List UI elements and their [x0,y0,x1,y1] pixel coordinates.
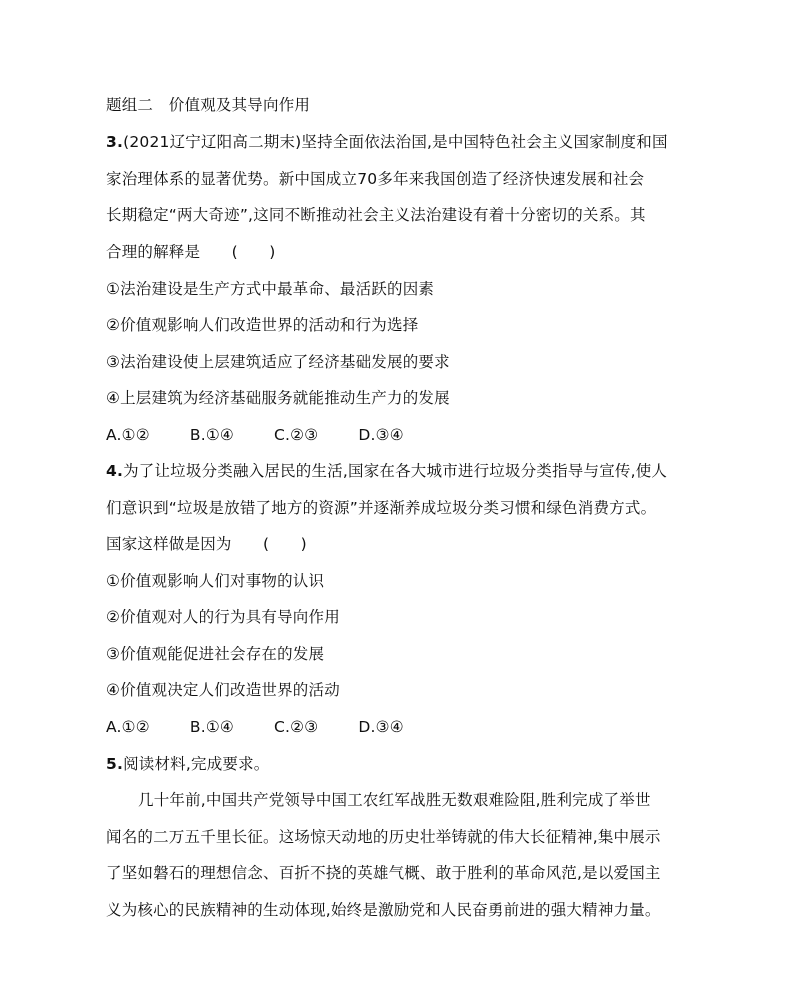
q3-option-a[interactable]: A.①② [106,426,150,444]
q5-para-line-2: 闻名的二万五千里长征。这场惊天动地的历史壮举铸就的伟大长征精神,集中展示 [106,828,661,846]
q4-number: 4. [106,462,124,480]
q4-item-1: ①价值观影响人们对事物的认识 [106,572,325,590]
q5-para-line-4: 义为核心的民族精神的生动体现,始终是激励党和人民奋勇前进的强大精神力量。 [106,901,661,919]
q3-number: 3. [106,133,124,151]
q4-option-c[interactable]: C.②③ [274,718,319,736]
q4-line-1 [106,461,667,481]
q3-text-1: (2021辽宁辽阳高二期末)坚持全面依法治国,是中国特色社会主义国家制度和国 [123,133,668,151]
q3-line-3: 长期稳定“两大奇迹”,这同不断推动社会主义法治建设有着十分密切的关系。其 [106,206,646,224]
q3-item-1: ①法治建设是生产方式中最革命、最活跃的因素 [106,280,435,298]
q3-option-c[interactable]: C.②③ [274,426,319,444]
q4-option-d[interactable]: D.③④ [358,718,404,736]
q4-item-3: ③价值观能促进社会存在的发展 [106,645,325,663]
q4-item-4: ④价值观决定人们改造世界的活动 [106,681,340,699]
q3-option-b[interactable]: B.①④ [189,426,235,444]
q4-options [106,717,404,737]
q3-option-d[interactable]: D.③④ [358,426,404,444]
q3-line-1 [106,132,668,152]
q5-para-line-3: 了坚如磐石的理想信念、百折不挠的英雄气概、敢于胜利的革命风范,是以爱国主 [106,864,661,882]
q5-line-1 [106,754,270,774]
q3-line-2: 家治理体系的显著优势。新中国成立70多年来我国创造了经济快速发展和社会 [106,170,645,188]
q3-item-4: ④上层建筑为经济基础服务就能推动生产力的发展 [106,389,450,407]
q3-options [106,425,404,445]
section-title: 题组二 价值观及其导向作用 [106,96,311,114]
q3-item-3: ③法治建设使上层建筑适应了经济基础发展的要求 [106,353,450,371]
q5-number: 5. [106,755,124,773]
q3-item-2: ②价值观影响人们改造世界的活动和行为选择 [106,316,419,334]
q4-option-a[interactable]: A.①② [106,718,150,736]
q3-line-4: 合理的解释是 ( ) [106,243,276,261]
q4-line-3: 国家这样做是因为 ( ) [106,535,307,553]
q4-option-b[interactable]: B.①④ [189,718,235,736]
q4-item-2: ②价值观对人的行为具有导向作用 [106,608,340,626]
q4-text-1: 为了让垃圾分类融入居民的生活,国家在各大城市进行垃圾分类指导与宣传,使人 [123,462,668,480]
q5-para-line-1: 几十年前,中国共产党领导中国工农红军战胜无数艰难险阻,胜利完成了举世 [138,791,651,809]
q4-line-2: 们意识到“垃圾是放错了地方的资源”并逐渐养成垃圾分类习惯和绿色消费方式。 [106,499,657,517]
q5-text-1: 阅读材料,完成要求。 [123,755,270,773]
